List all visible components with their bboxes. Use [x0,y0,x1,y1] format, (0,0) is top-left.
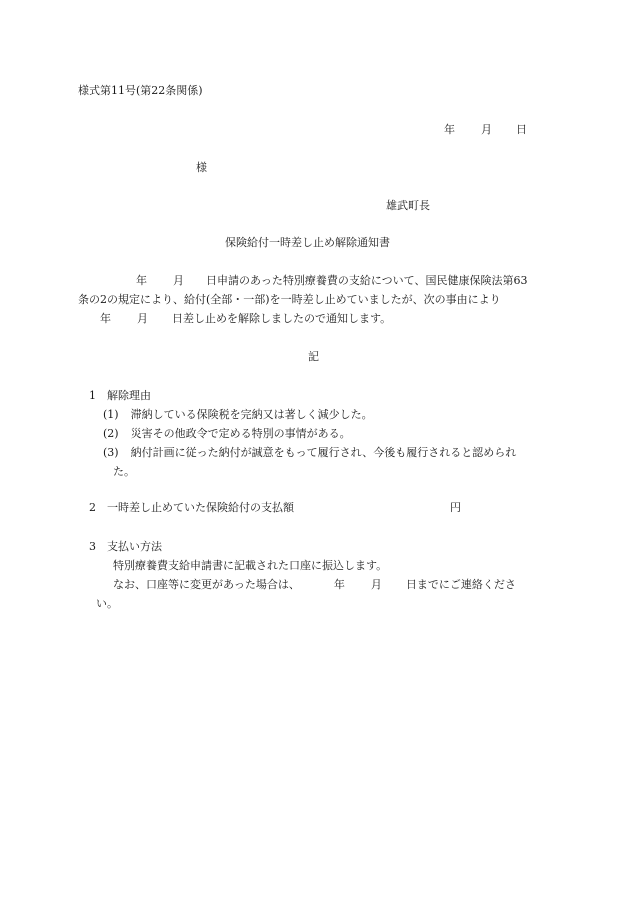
section1-item-3 [103,447,516,458]
item-number: (1) [103,408,119,421]
section2-text: 2 一時差し止めていた保険給付の支払額 [89,501,294,514]
section3-line2-year: 年 [333,578,345,591]
body-line1-month: 月 [173,274,184,287]
date-month: 月 [481,123,492,136]
section3-line-1: 特別療養費支給申請書に記載された口座に振込します。 [113,559,388,572]
item-text: 滞納している保険税を完納又は著しく減少した。 [130,408,373,421]
section2-unit: 円 [450,501,461,514]
section1-item-3-continuation: た。 [113,465,135,478]
section1-item-2 [103,428,351,439]
item-number: (3) [103,446,119,459]
issuer: 雄武町長 [386,199,430,212]
section3-line2-text-b: 日までにご連絡くださ [405,578,516,591]
item-text: 災害その他政令で定める特別の事情がある。 [130,427,351,440]
date-year: 年 [444,123,455,136]
section3-title: 3 支払い方法 [89,540,162,553]
body-line-3 [78,313,391,324]
date-day: 日 [516,123,527,136]
addressee-suffix: 様 [196,161,207,174]
item-text: 納付計画に従った納付が誠意をもって履行され、今後も履行されると認められ [130,446,517,459]
body-line-2: 条の2の規定により、給付(全部・一部)を一時差し止めていましたが、次の事由により [78,293,501,306]
date-line [444,124,527,135]
section3-line2-month: 月 [370,578,382,591]
body-line3-text: 日差し止めを解除しましたので通知します。 [172,312,392,325]
section3-line-3: い。 [96,597,118,610]
body-line3-month: 月 [137,312,148,325]
body-line-1 [78,275,527,286]
form-number: 様式第11号(第22条関係) [78,84,203,97]
section3-line2-text-a: なお、口座等に変更があった場合は、 [113,578,300,591]
section3-line-2 [113,579,516,590]
body-line3-year: 年 [100,312,111,325]
body-line1-text: 日申請のあった特別療養費の支給について、国民健康保険法第63 [206,274,528,287]
document-title: 保険給付一時差し止め解除通知書 [225,236,390,249]
item-number: (2) [103,427,119,440]
ki-heading: 記 [308,350,319,363]
section1-item-1 [103,409,373,420]
body-line1-year: 年 [136,274,147,287]
section1-title: 1 解除理由 [89,389,151,402]
